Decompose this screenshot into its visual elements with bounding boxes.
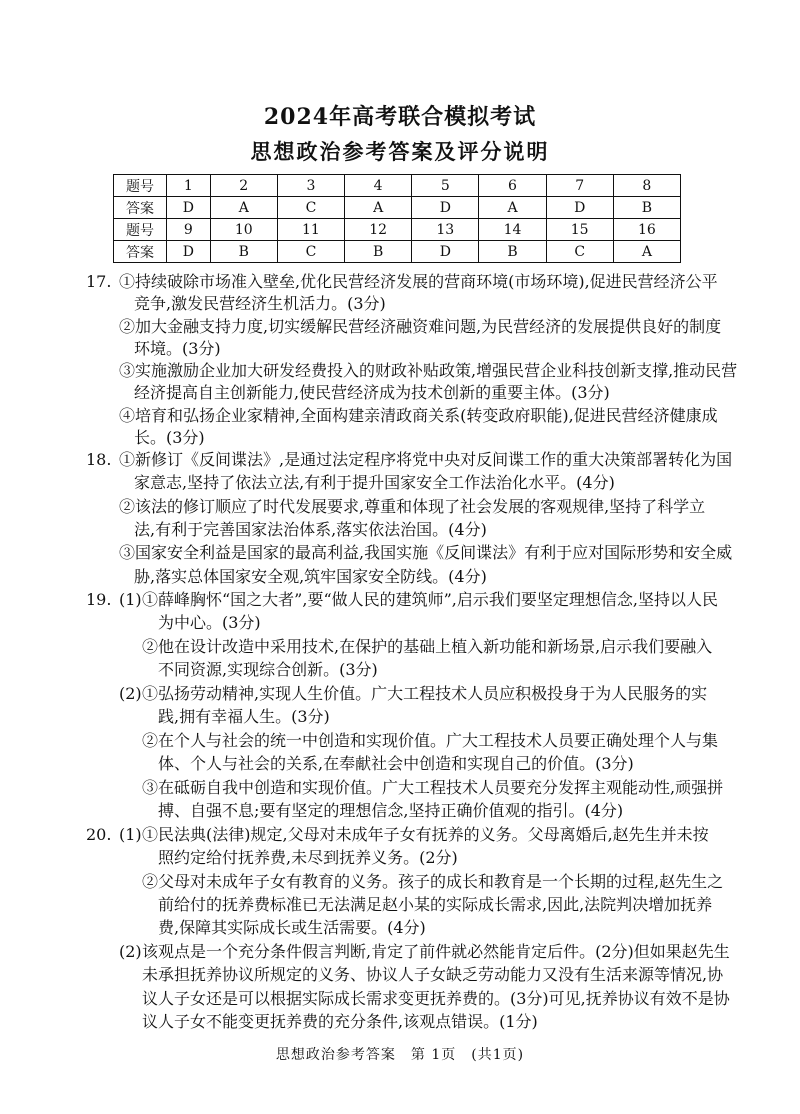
row-header: 题号 <box>114 219 167 241</box>
answer-line: 议人子女还是可以根据实际成长需求变更抚养费的。(3分)可见,抚养协议有效不是协 <box>142 989 730 1008</box>
question-number: 13 <box>412 219 479 241</box>
answer-line: 为中心。(3分) <box>158 613 261 632</box>
answer-cell: A <box>210 197 277 219</box>
question-number: 1 <box>167 175 211 197</box>
answer-line: ③在砥砺自我中创造和实现价值。广大工程技术人员要充分发挥主观能动性,顽强拼 <box>142 778 724 797</box>
answer-cell: A <box>479 197 546 219</box>
answer-line: ④培育和弘扬企业家精神,全面构建亲清政商关系(转变政府职能),促进民营经济健康成 <box>119 406 718 425</box>
answer-cell: B <box>210 241 277 263</box>
answer-cell: D <box>412 197 479 219</box>
question-number: 2 <box>210 175 277 197</box>
answer-line: ①持续破除市场准入壁垒,优化民营经济发展的营商环境(市场环境),促进民营经济公平 <box>119 272 718 291</box>
answer-line: 环境。(3分) <box>134 339 221 358</box>
question-number: 10 <box>210 219 277 241</box>
answer-line: ①民法典(法律)规定,父母对未成年子女有抚养的义务。父母离婚后,赵先生并未按 <box>142 825 709 844</box>
row-header: 答案 <box>114 197 167 219</box>
page-subtitle: 思想政治参考答案及评分说明 <box>250 139 550 164</box>
question-number: 12 <box>345 219 412 241</box>
question-number: 9 <box>167 219 211 241</box>
answer-cell: C <box>546 241 613 263</box>
question-number: 3 <box>277 175 344 197</box>
question-number: 16 <box>613 219 680 241</box>
question-number: 14 <box>479 219 546 241</box>
sub-question-label: (1) <box>119 825 142 844</box>
answer-line: ③国家安全利益是国家的最高利益,我国实施《反间谍法》有利于应对国际形势和安全威 <box>119 543 733 562</box>
row-header: 答案 <box>114 241 167 263</box>
answer-cell: A <box>345 197 412 219</box>
answer-line: ①新修订《反间谍法》,是通过法定程序将党中央对反间谍工作的重大决策部署转化为国 <box>119 450 733 469</box>
question-number: 8 <box>613 175 680 197</box>
question-number: 11 <box>277 219 344 241</box>
sub-question-label: (1) <box>119 590 142 609</box>
answer-line: 法,有利于完善国家法治体系,落实依法治国。(4分) <box>134 520 487 539</box>
question-number: 5 <box>412 175 479 197</box>
answer-line: ③实施激励企业加大研发经费投入的财政补贴政策,增强民营企业科技创新支撑,推动民营 <box>119 361 738 380</box>
answer-line: ①薛峰胸怀“国之大者”,要“做人民的建筑师”,启示我们要坚定理想信念,坚持以人民 <box>142 590 718 609</box>
answer-cell: D <box>167 197 211 219</box>
answer-line: ②他在设计改造中采用技术,在保护的基础上植入新功能和新场景,启示我们要融入 <box>142 637 713 656</box>
answer-line: 费,保障其实际成长或生活需要。(4分) <box>158 918 426 937</box>
question-number-label: 18. <box>86 450 112 469</box>
answer-line: ②父母对未成年子女有教育的义务。孩子的成长和教育是一个长期的过程,赵先生之 <box>142 872 724 891</box>
answer-line: 前给付的抚养费标准已无法满足赵小某的实际成长需求,因此,法院判决增加抚养 <box>158 895 713 914</box>
sub-question-label: (2) <box>119 684 142 703</box>
answer-line: 经济提高自主创新能力,使民营经济成为技术创新的重要主体。(3分) <box>134 383 610 402</box>
answer-line: 议人子女不能变更抚养费的充分条件,该观点错误。(1分) <box>142 1012 538 1031</box>
answer-line: ①弘扬劳动精神,实现人生价值。广大工程技术人员应积极投身于为人民服务的实 <box>142 684 708 703</box>
answer-cell: B <box>613 197 680 219</box>
question-row-1 <box>114 175 681 197</box>
answer-line: ②该法的修订顺应了时代发展要求,尊重和体现了社会发展的客观规律,坚持了科学立 <box>119 497 706 516</box>
sub-question-label: (2) <box>119 942 142 961</box>
row-header: 题号 <box>114 175 167 197</box>
answer-line: 长。(3分) <box>134 428 205 447</box>
answer-cell: D <box>412 241 479 263</box>
answer-cell: C <box>277 197 344 219</box>
page-title: 2024年高考联合模拟考试 <box>263 104 537 130</box>
answer-table <box>113 174 681 263</box>
answer-cell: C <box>277 241 344 263</box>
answer-row-2 <box>114 241 681 263</box>
answer-line: 不同资源,实现综合创新。(3分) <box>158 660 378 679</box>
question-number: 4 <box>345 175 412 197</box>
answer-line: ②在个人与社会的统一中创造和实现价值。广大工程技术人员要正确处理个人与集 <box>142 731 719 750</box>
question-number: 15 <box>546 219 613 241</box>
answer-cell: B <box>479 241 546 263</box>
question-number-label: 17. <box>86 272 112 291</box>
answer-line: 搏、自强不息;要有坚定的理想信念,坚持正确价值观的指引。(4分) <box>158 801 624 820</box>
answer-line: 践,拥有幸福人生。(3分) <box>158 707 330 726</box>
question-row-2 <box>114 219 681 241</box>
question-number-label: 20. <box>86 825 112 844</box>
answer-line: 家意志,坚持了依法立法,有利于提升国家安全工作法治化水平。(4分) <box>134 473 615 492</box>
answer-line: 该观点是一个充分条件假言判断,肯定了前件就必然能肯定后件。(2分)但如果赵先生 <box>142 942 730 961</box>
answer-row-1 <box>114 197 681 219</box>
answer-cell: A <box>613 241 680 263</box>
answer-line: ②加大金融支持力度,切实缓解民营经济融资难问题,为民营经济的发展提供良好的制度 <box>119 317 722 336</box>
answer-line: 竞争,激发民营经济生机活力。(3分) <box>134 294 386 313</box>
answer-cell: D <box>167 241 211 263</box>
answer-line: 体、个人与社会的关系,在奉献社会中创造和实现自己的价值。(3分) <box>158 754 634 773</box>
page-footer: 思想政治参考答案 第 1页 (共1页) <box>275 1047 525 1063</box>
answer-line: 胁,落实总体国家安全观,筑牢国家安全防线。(4分) <box>134 567 487 586</box>
answer-line: 未承担抚养协议所规定的义务、协议人子女缺乏劳动能力又没有生活来源等情况,协 <box>142 965 724 984</box>
answer-cell: D <box>546 197 613 219</box>
question-number-label: 19. <box>86 590 112 609</box>
answer-cell: B <box>345 241 412 263</box>
question-number: 6 <box>479 175 546 197</box>
question-number: 7 <box>546 175 613 197</box>
answer-line: 照约定给付抚养费,未尽到抚养义务。(2分) <box>158 848 458 867</box>
